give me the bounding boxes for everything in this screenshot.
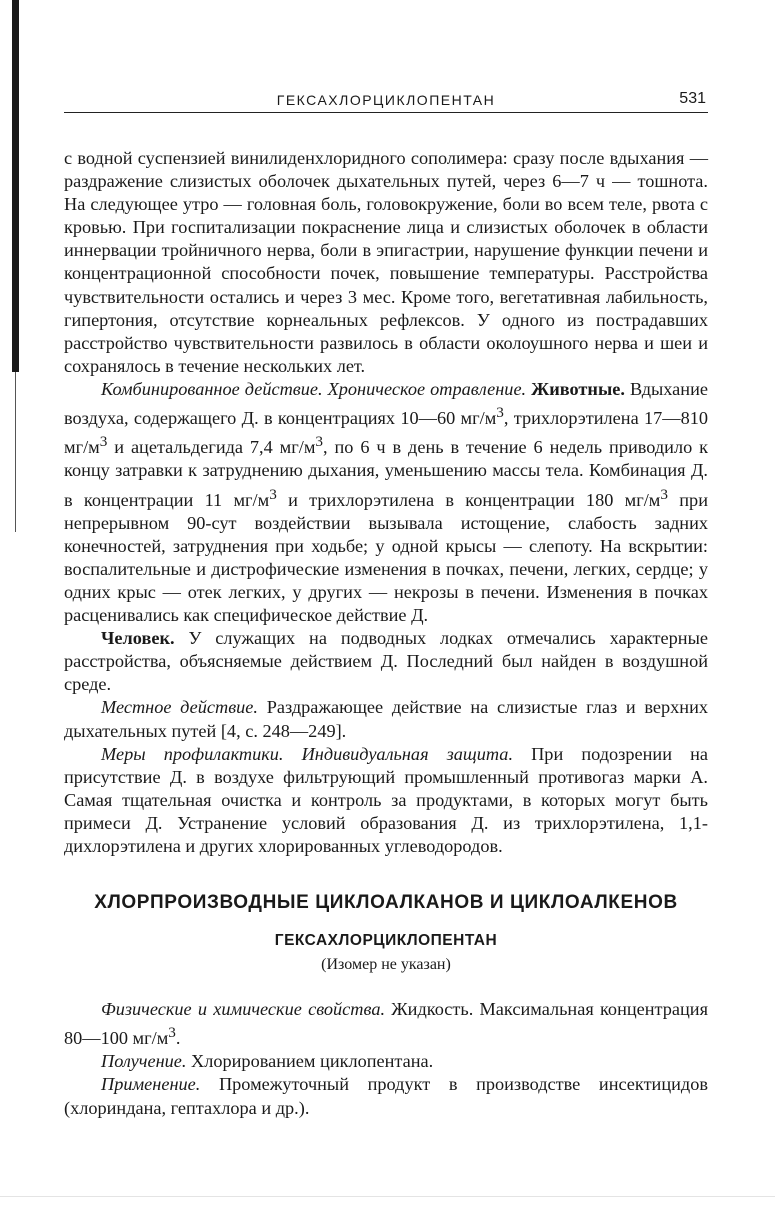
section-heading: ХЛОРПРОИЗВОДНЫЕ ЦИКЛОАЛКАНОВ И ЦИКЛОАЛКЕНОВ bbox=[94, 892, 678, 914]
book-page bbox=[64, 90, 708, 1120]
inline-heading: Меры профилактики. Индивидуальная защита. bbox=[101, 743, 514, 764]
page-number: 531 bbox=[679, 90, 706, 107]
running-head bbox=[64, 90, 708, 113]
substance-heading: ГЕКСАХЛОРЦИКЛОПЕНТАН bbox=[274, 932, 498, 950]
inline-heading: Применение. bbox=[101, 1074, 201, 1095]
page-spine-shadow bbox=[12, 0, 19, 372]
inline-heading: Получение. bbox=[101, 1051, 187, 1072]
substance-text bbox=[64, 998, 708, 1120]
isomer-note: (Изомер не указан) bbox=[321, 956, 451, 974]
inline-label: Человек. bbox=[101, 628, 175, 649]
running-title: ГЕКСАХЛОРЦИКЛОПЕНТАН bbox=[276, 92, 496, 108]
paragraph-combined-action: Комбинированное действие. Хроническое отравление. Животные. Вдыхание воздуха, содержащего Д. в концентрациях 10—60 $мг/м^3$, трихлорэтилена 17—810 $мг/м^3$ и ацетальдегида 7,4 $мг/м^3$, по 6 ч в день в течение 6 недель приводило к концу затравки к затруднению дыхания, уменьшению массы тела. Комбинация Д. в концентрации 11 $мг/м^3$ и трихлорэтилена в концентрации 180 $мг/м^3$ при непрерывном 90-сут воздействии вызывала истощение, слабость задних конечностей, затруднения при ходьбе; у одной крысы — слепоту. На вскрытии: воспалительные и дистрофические изменения в почках, печени, легких, сердце; у одних крыс — отек легких, у других — некрозы в печени. Изменения в почках расценивались как специфическое действие Д. bbox=[64, 378, 709, 626]
paragraph-human: Человек. У служащих на подводных лодках отмечались характерные расстройства, объясняемые действием Д. Последний был найден в воздушной среде. bbox=[64, 628, 708, 695]
paragraph-application: Применение. Промежуточный продукт в производстве инсектицидов (хлориндана, гептахлора и др.). bbox=[64, 1074, 708, 1118]
inline-heading: Местное действие. bbox=[101, 697, 258, 718]
inline-heading: Физические и химические свойства. bbox=[101, 999, 386, 1020]
inline-label: Животные. bbox=[531, 378, 625, 399]
paragraph-properties: Физические и химические свойства. Жидкость. Максимальная концентрация 80—100 $мг/м^3$. bbox=[64, 999, 708, 1049]
scan-edge bbox=[0, 1196, 775, 1197]
page-spine-line bbox=[15, 372, 16, 532]
paragraph-prevention: Меры профилактики. Индивидуальная защита. При подозрении на присутствие Д. в воздухе фильтрующий промышленный противогаз марки А. Самая тщательная очистка и контроль за продуктами, в которых могут быть примеси Д. Устранение условий образования Д. из трихлорэтилена, 1,1-дихлорэтилена и других хлорированных углеводородов. bbox=[64, 743, 708, 856]
paragraph-local-action: Местное действие. Раздражающее действие на слизистые глаз и верхних дыхательных путей [4, с. 248—249]. bbox=[64, 697, 708, 741]
paragraph-production: Получение. Хлорированием циклопентана. bbox=[101, 1051, 434, 1072]
body-text bbox=[64, 147, 708, 858]
inline-heading: Комбинированное действие. Хроническое отравление. bbox=[101, 378, 527, 399]
paragraph-continuation: с водной суспензией винилиденхлоридного сополимера: сразу после вдыхания — раздражение слизистых оболочек дыхательных путей, через 6—7 ч — тошнота. На следующее утро — головная боль, головокружение, боли во всем теле, рвота с кровью. При госпитализации покраснение лица и слизистых оболочек в области иннервации тройничного нерва, боли в эпигастрии, нарушение функции печени и концентрационной способности почек, повышение температуры. Расстройства чувствительности остались и через 3 мес. Кроме того, вегетативная лабильность, гипертония, отсутствие корнеальных рефлексов. У одного из пострадавших расстройство чувствительности развилось в области околоушного нерва и шеи и сохранялось в течение нескольких лет. bbox=[64, 148, 708, 376]
